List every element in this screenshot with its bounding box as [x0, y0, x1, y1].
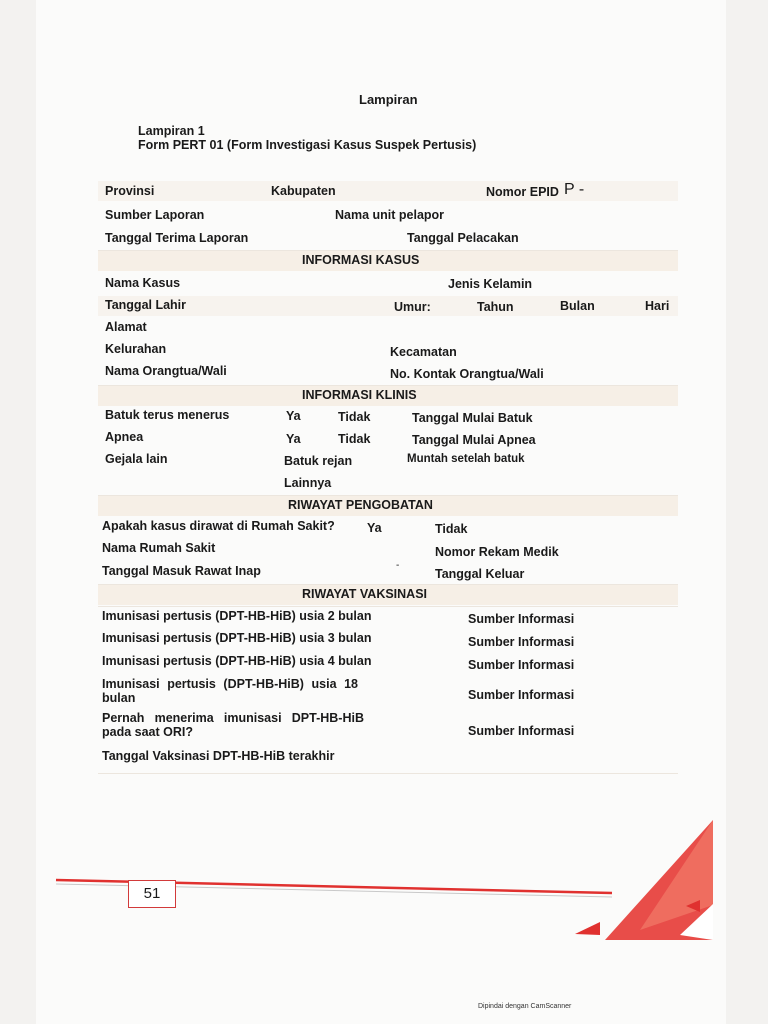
terakhir-label: Tanggal Vaksinasi DPT-HB-HiB terakhir	[102, 749, 335, 763]
bulan-label: Bulan	[560, 299, 595, 313]
nomor-epid-label: Nomor EPID	[486, 185, 559, 199]
batuk-rejan-label: Batuk rejan	[284, 454, 353, 468]
sumber-info-5: Sumber Informasi	[468, 724, 575, 738]
tahun-label: Tahun	[477, 300, 514, 314]
umur-label: Umur:	[394, 300, 431, 314]
imun4-label: Imunisasi pertusis (DPT-HB-HiB) usia 4 bulan	[102, 654, 372, 668]
imun3-label: Imunisasi pertusis (DPT-HB-HiB) usia 3 bulan	[102, 631, 372, 645]
kecamatan-label: Kecamatan	[390, 345, 457, 359]
batuk-tidak: Tidak	[338, 410, 371, 424]
sumber-laporan-label: Sumber Laporan	[105, 208, 205, 222]
nama-unit-pelapor-label: Nama unit pelapor	[335, 208, 445, 222]
tanggal-terima-label: Tanggal Terima Laporan	[105, 231, 249, 245]
dot-mark: -	[396, 560, 400, 571]
apnea-ya: Ya	[286, 432, 301, 446]
page-number: 51	[128, 880, 176, 908]
lampiran-1-label: Lampiran 1	[138, 124, 205, 138]
footer-credit: Dipindai dengan CamScanner	[478, 1003, 572, 1010]
tanggal-pelacakan-label: Tanggal Pelacakan	[407, 231, 519, 245]
vaksinasi-heading: RIWAYAT VAKSINASI	[302, 587, 428, 601]
sumber-info-1: Sumber Informasi	[468, 612, 575, 626]
lainnya-label: Lainnya	[284, 476, 332, 490]
nama-rs-label: Nama Rumah Sakit	[102, 541, 216, 555]
hari-label: Hari	[645, 299, 670, 313]
tgl-apnea-label: Tanggal Mulai Apnea	[412, 433, 536, 447]
batuk-ya: Ya	[286, 409, 301, 423]
kelurahan-label: Kelurahan	[105, 342, 167, 356]
tanggal-lahir-label: Tanggal Lahir	[105, 298, 187, 312]
sumber-info-2: Sumber Informasi	[468, 635, 575, 649]
pengobatan-heading: RIWAYAT PENGOBATAN	[288, 498, 433, 512]
ori-label: Pernah menerima imunisasi DPT-HB-HiB pada saat ORI?	[102, 711, 364, 739]
lampiran-heading: Lampiran	[359, 92, 418, 107]
kabupaten-label: Kabupaten	[271, 184, 336, 198]
tgl-masuk-label: Tanggal Masuk Rawat Inap	[102, 564, 261, 578]
tgl-keluar-label: Tanggal Keluar	[435, 567, 525, 581]
nama-kasus-label: Nama Kasus	[105, 276, 181, 290]
gejala-lain-label: Gejala lain	[105, 452, 168, 466]
sumber-info-4: Sumber Informasi	[468, 688, 575, 702]
rekam-medik-label: Nomor Rekam Medik	[435, 545, 559, 559]
imun2-label: Imunisasi pertusis (DPT-HB-HiB) usia 2 bulan	[102, 609, 372, 623]
jenis-kelamin-label: Jenis Kelamin	[448, 277, 533, 291]
apnea-label: Apnea	[105, 430, 144, 444]
imun18-label: Imunisasi pertusis (DPT-HB-HiB) usia 18 bulan	[102, 677, 358, 705]
tgl-batuk-label: Tanggal Mulai Batuk	[412, 411, 533, 425]
dirawat-label: Apakah kasus dirawat di Rumah Sakit?	[102, 519, 335, 533]
red-small-shard	[575, 922, 600, 935]
form-title: Form PERT 01 (Form Investigasi Kasus Suspek Pertusis)	[138, 138, 477, 152]
kasus-heading: INFORMASI KASUS	[302, 253, 420, 267]
muntah-label: Muntah setelah batuk	[407, 453, 525, 465]
batuk-label: Batuk terus menerus	[105, 408, 230, 422]
epid-value: P -	[564, 181, 585, 198]
provinsi-label: Provinsi	[105, 184, 155, 198]
dirawat-tidak: Tidak	[435, 522, 468, 536]
alamat-label: Alamat	[105, 320, 147, 334]
kontak-ortu-label: No. Kontak Orangtua/Wali	[390, 367, 544, 381]
sumber-info-3: Sumber Informasi	[468, 658, 575, 672]
apnea-tidak: Tidak	[338, 432, 371, 446]
klinis-heading: INFORMASI KLINIS	[302, 388, 417, 402]
dirawat-ya: Ya	[367, 521, 382, 535]
nama-ortu-label: Nama Orangtua/Wali	[105, 364, 227, 378]
